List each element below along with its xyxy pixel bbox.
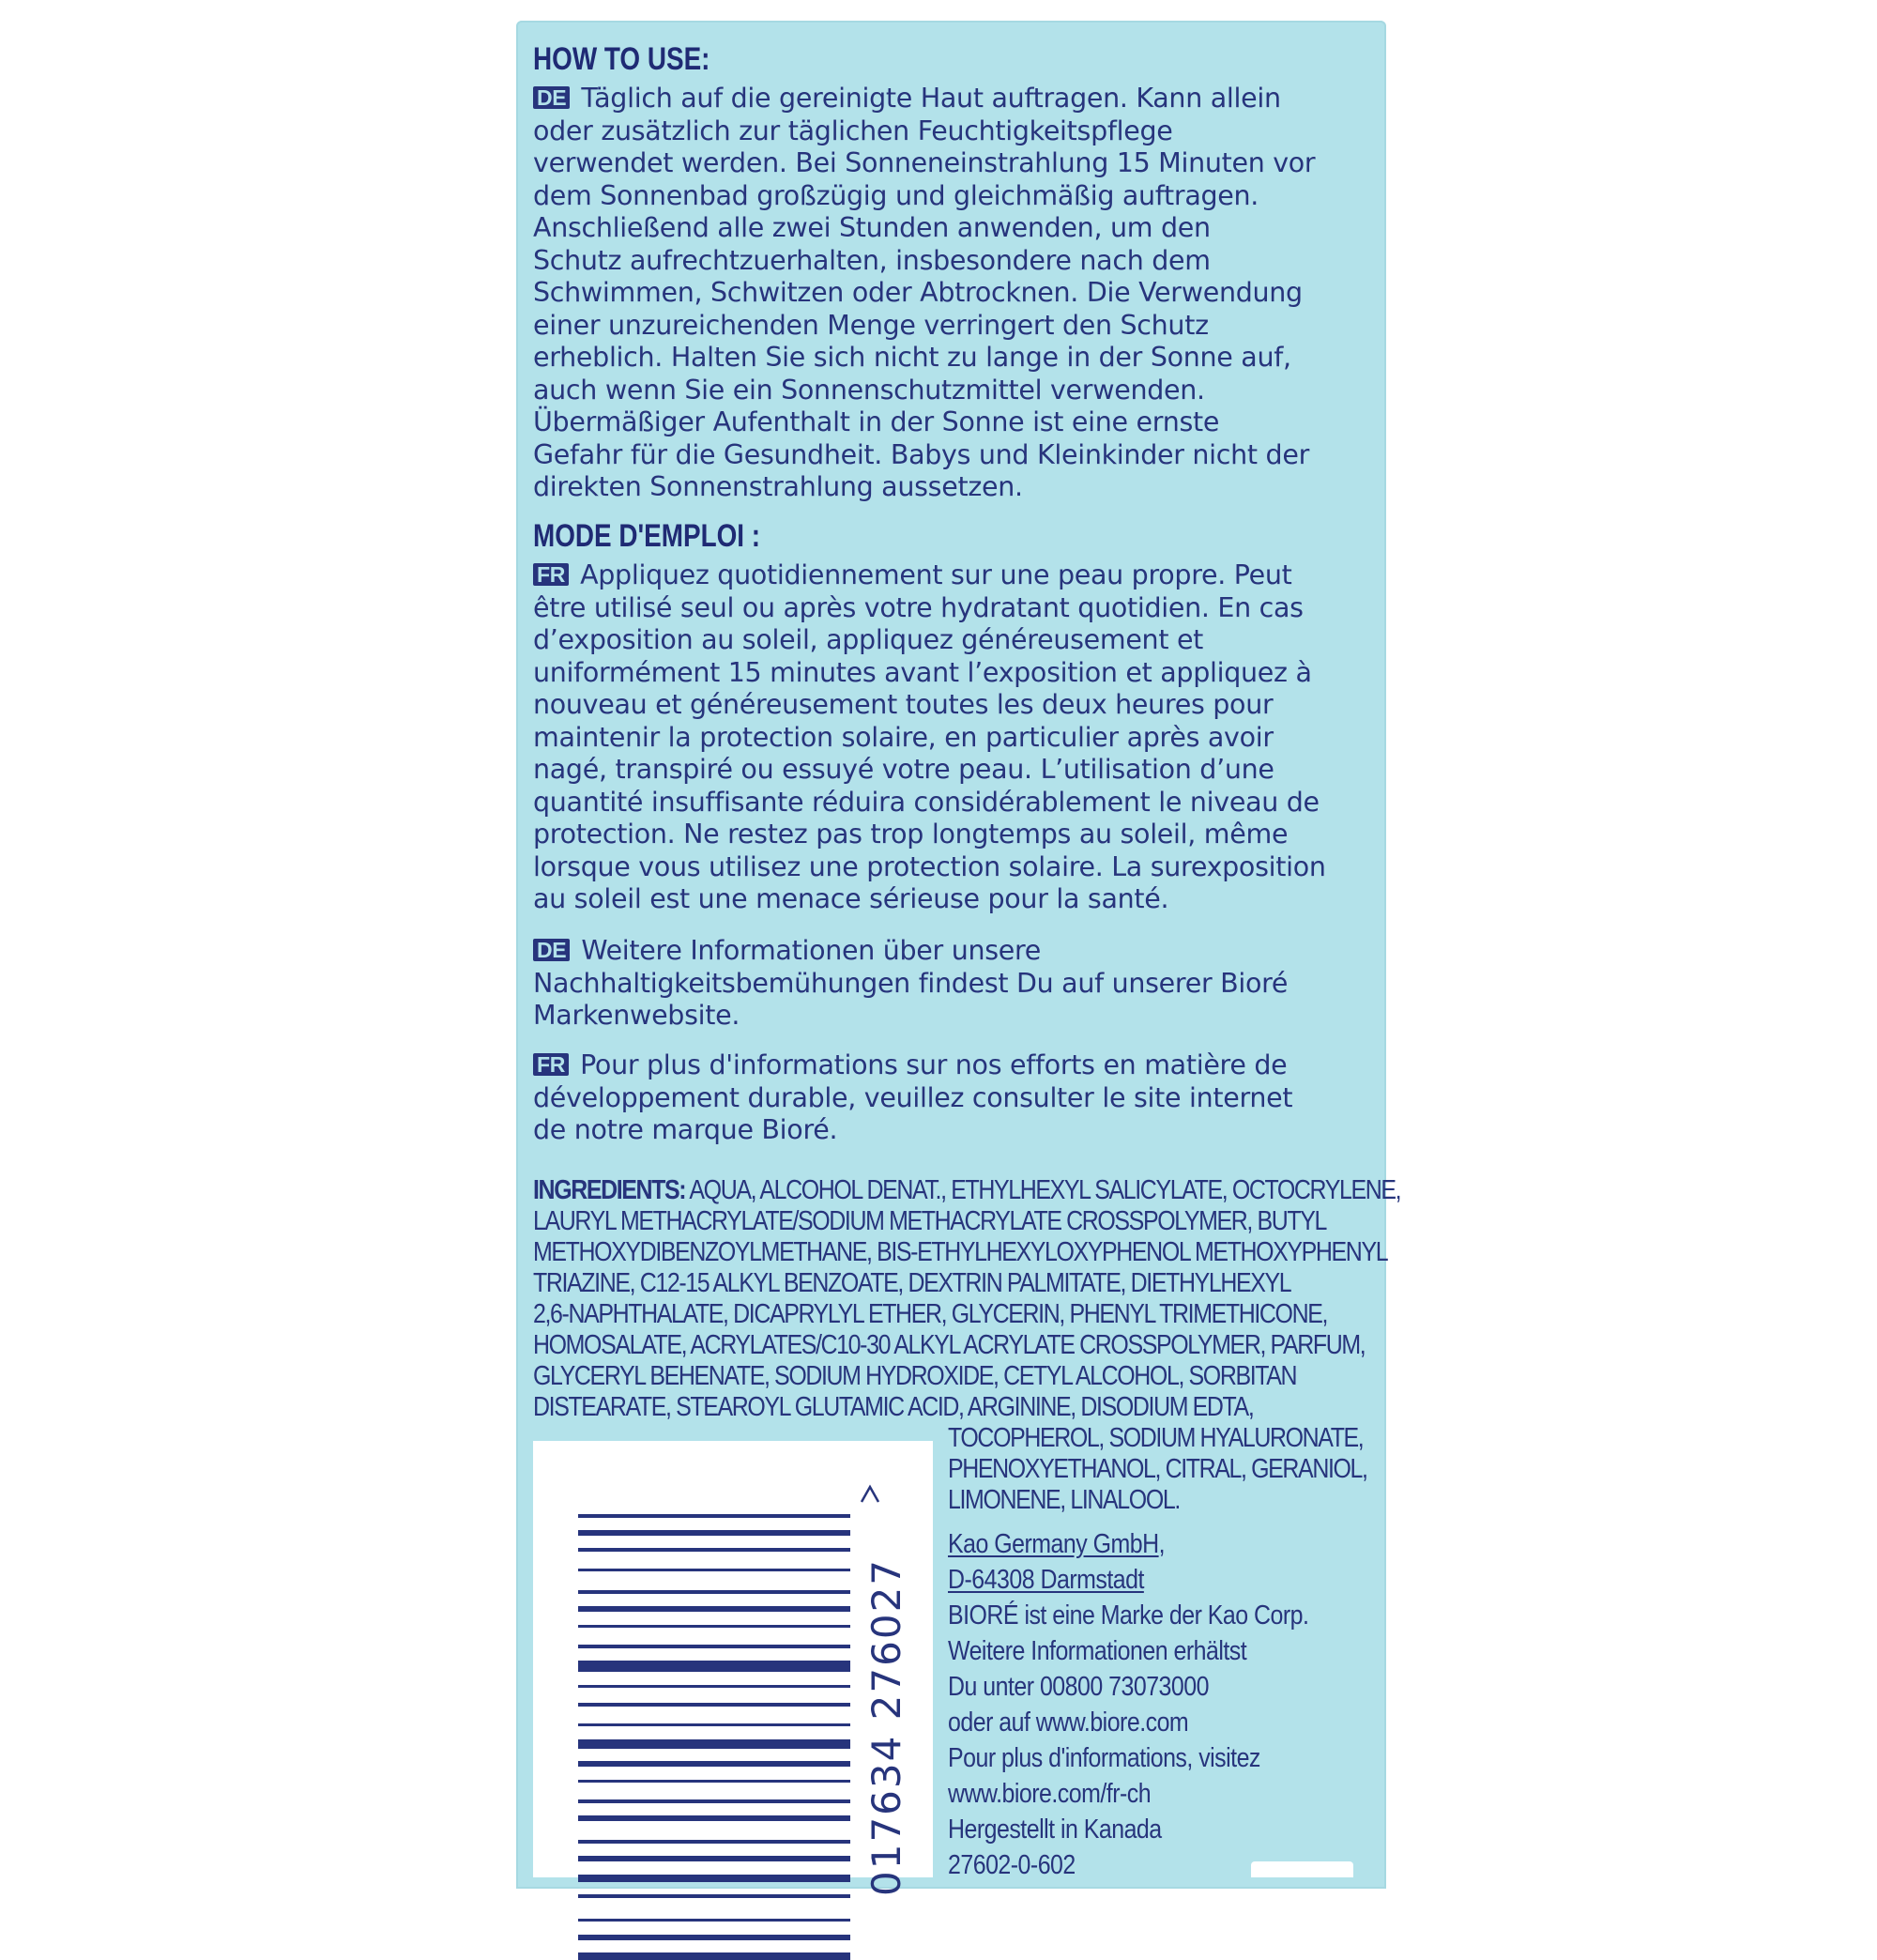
company-info-line: 27602-0-602 xyxy=(948,1850,1076,1880)
ingredients-line: LAURYL METHACRYLATE/SODIUM METHACRYLATE CROSSPOLYMER, BUTYL xyxy=(533,1206,1327,1236)
company-info-line: www.biore.com/fr-ch xyxy=(948,1779,1152,1809)
mode-emploi-fr-line: uniformément 15 minutes avant l’exposition et appliquez à xyxy=(533,656,1312,688)
company-info-line: Weitere Informationen erhältst xyxy=(948,1636,1247,1666)
how-to-use-de-line: dem Sonnenbad großzügig und gleichmäßig auftragen. xyxy=(533,179,1259,211)
barcode-bar xyxy=(578,1548,850,1552)
company-info-line: oder auf www.biore.com xyxy=(948,1707,1189,1738)
mode-emploi-fr-line: maintenir la protection solaire, en particulier après avoir xyxy=(533,721,1274,753)
how-to-use-de-line: Gefahr für die Gesundheit. Babys und Kleinkinder nicht der xyxy=(533,438,1309,470)
barcode-bar xyxy=(578,1935,850,1940)
barcode-bar xyxy=(578,1952,850,1960)
barcode-bar xyxy=(578,1799,850,1803)
ingredients-line: 2,6-NAPHTHALATE, DICAPRYLYL ETHER, GLYCERIN, PHENYL TRIMETHICONE, xyxy=(533,1299,1328,1329)
barcode-bar xyxy=(578,1645,850,1648)
how-to-use-de-line: Schutz aufrechtzuerhalten, insbesondere nach dem xyxy=(533,244,1211,276)
barcode-bar xyxy=(578,1856,850,1861)
language-tag: DE xyxy=(533,86,570,109)
how-to-use-de-line: auch wenn Sie ein Sonnenschutzmittel verwenden. xyxy=(533,374,1205,406)
ingredients-line: HOMOSALATE, ACRYLATES/C10-30 ALKYL ACRYLATE CROSSPOLYMER, PARFUM, xyxy=(533,1330,1366,1360)
how-to-use-de-line: Übermäßiger Aufenthalt in der Sonne ist eine ernste xyxy=(533,406,1220,437)
ingredients-line: GLYCERYL BEHENATE, SODIUM HYDROXIDE, CETYL ALCOHOL, SORBITAN xyxy=(533,1361,1297,1391)
barcode-bar xyxy=(578,1685,850,1688)
mode-emploi-fr-line: nagé, transpiré ou essuyé votre peau. L’utilisation d’une xyxy=(533,754,1274,785)
company-info-line: Hergestellt in Kanada xyxy=(948,1815,1162,1845)
ingredients-line: TOCOPHEROL, SODIUM HYALURONATE, xyxy=(948,1423,1364,1453)
barcode-bar xyxy=(578,1723,850,1726)
company-info xyxy=(948,1526,1308,1883)
mode-emploi-fr-line: lorsque vous utilisez une protection solaire. La surexposition xyxy=(533,850,1326,882)
language-tag: DE xyxy=(533,939,570,961)
sustainability-fr-line: de notre marque Bioré. xyxy=(533,1114,838,1145)
how-to-use-de-line: direkten Sonnenstrahlung aussetzen. xyxy=(533,471,1023,502)
mode-emploi-fr-text xyxy=(533,559,1378,916)
how-to-use-de-line: verwendet werden. Bei Sonneneinstrahlung 15 Minuten vor xyxy=(533,147,1316,178)
barcode-bar xyxy=(578,1780,850,1783)
ingredients-first-line: INGREDIENTS: AQUA, ALCOHOL DENAT., ETHYLHEXYL SALICYLATE, OCTOCRYLENE, xyxy=(533,1175,1401,1205)
sustainability-de-line: DE Weitere Informationen über unsere xyxy=(533,935,1378,968)
barcode-bar xyxy=(578,1761,850,1767)
mode-emploi-fr-line: nouveau et généreusement toutes les deux heures pour xyxy=(533,689,1274,720)
language-tag: FR xyxy=(533,1053,569,1076)
barcode-bar xyxy=(578,1703,850,1707)
how-to-use-de-line: einer unzureichenden Menge verringert den Schutz xyxy=(533,309,1209,341)
company-name: Kao Germany GmbH, xyxy=(948,1529,1166,1559)
barcode-bar xyxy=(578,1815,850,1821)
company-info-line: BIORÉ ist eine Marke der Kao Corp. xyxy=(948,1600,1309,1631)
barcode-arrow-icon xyxy=(860,1483,880,1504)
mode-emploi-fr-line: au soleil est une menace sérieuse pour la santé. xyxy=(533,883,1169,914)
barcode-bar xyxy=(578,1569,850,1571)
barcode-bar xyxy=(578,1530,850,1536)
ingredients-list xyxy=(533,1175,1400,1423)
how-to-use-heading: HOW TO USE: xyxy=(533,41,710,77)
ingredients-line: LIMONENE, LINALOOL. xyxy=(948,1485,1180,1515)
how-to-use-de-line: Schwimmen, Schwitzen oder Abtrocknen. Die Verwendung xyxy=(533,277,1303,308)
company-address: D-64308 Darmstadt xyxy=(948,1565,1144,1595)
mode-emploi-fr-line: être utilisé seul ou après votre hydratant quotidien. En cas xyxy=(533,591,1304,623)
barcode-bar xyxy=(578,1514,850,1518)
barcode-bar xyxy=(578,1739,850,1749)
how-to-use-de-line: Anschließend alle zwei Stunden anwenden, um den xyxy=(533,212,1211,243)
mode-emploi-fr-line: protection. Ne restez pas trop longtemps au soleil, même xyxy=(533,819,1289,850)
language-tag: FR xyxy=(533,563,569,586)
sustainability-fr-line: FR Pour plus d'informations sur nos efforts en matière de xyxy=(533,1049,1378,1082)
barcode-bar xyxy=(578,1919,850,1922)
barcode-bar xyxy=(578,1840,850,1844)
ingredients-list-continued xyxy=(948,1423,1367,1516)
sustainability-de-text xyxy=(533,935,1378,1033)
ingredients-line: PHENOXYETHANOL, CITRAL, GERANIOL, xyxy=(948,1454,1367,1484)
white-tab xyxy=(1251,1861,1353,1877)
sustainability-fr-line: développement durable, veuillez consulter le site internet xyxy=(533,1081,1293,1113)
how-to-use-de-text xyxy=(533,83,1378,504)
company-info-line: Pour plus d'informations, visitez xyxy=(948,1743,1260,1773)
company-info-line: Du unter 00800 73073000 xyxy=(948,1672,1209,1702)
sustainability-fr-text xyxy=(533,1049,1378,1147)
barcode-bar xyxy=(578,1875,850,1882)
barcode-bar xyxy=(578,1606,850,1612)
how-to-use-de-line: DE Täglich auf die gereinigte Haut auftragen. Kann allein xyxy=(533,83,1378,115)
ingredients-line: TRIAZINE, C12-15 ALKYL BENZOATE, DEXTRIN PALMITATE, DIETHYLHEXYL xyxy=(533,1268,1291,1298)
how-to-use-de-line: oder zusätzlich zur täglichen Feuchtigkeitspflege xyxy=(533,115,1173,146)
barcode-bar xyxy=(578,1625,850,1628)
barcode-bar xyxy=(578,1894,850,1898)
how-to-use-de-line: erheblich. Halten Sie sich nicht zu lange in der Sonne auf, xyxy=(533,342,1291,373)
sustainability-de-line: Nachhaltigkeitsbemühungen findest Du auf unserer Bioré xyxy=(533,967,1289,999)
barcode-bar xyxy=(578,1590,850,1594)
mode-emploi-heading: MODE D'EMPLOI : xyxy=(533,518,761,554)
sustainability-de-line: Markenwebsite. xyxy=(533,1000,740,1031)
mode-emploi-fr-line: quantité insuffisante réduira considérablement le niveau de xyxy=(533,786,1320,818)
mode-emploi-fr-line: FR Appliquez quotidiennement sur une peau propre. Peut xyxy=(533,559,1378,592)
ingredients-label: INGREDIENTS: xyxy=(533,1175,686,1205)
mode-emploi-fr-line: d’exposition au soleil, appliquez généreusement et xyxy=(533,624,1204,655)
ingredients-line: METHOXYDIBENZOYLMETHANE, BIS-ETHYLHEXYLOXYPHENOL METHOXYPHENYL xyxy=(533,1237,1388,1267)
ingredients-line: DISTEARATE, STEAROYL GLUTAMIC ACID, ARGININE, DISODIUM EDTA, xyxy=(533,1392,1254,1422)
barcode-digits: 017634 276027 xyxy=(863,1557,909,1896)
barcode-bar xyxy=(578,1661,850,1672)
